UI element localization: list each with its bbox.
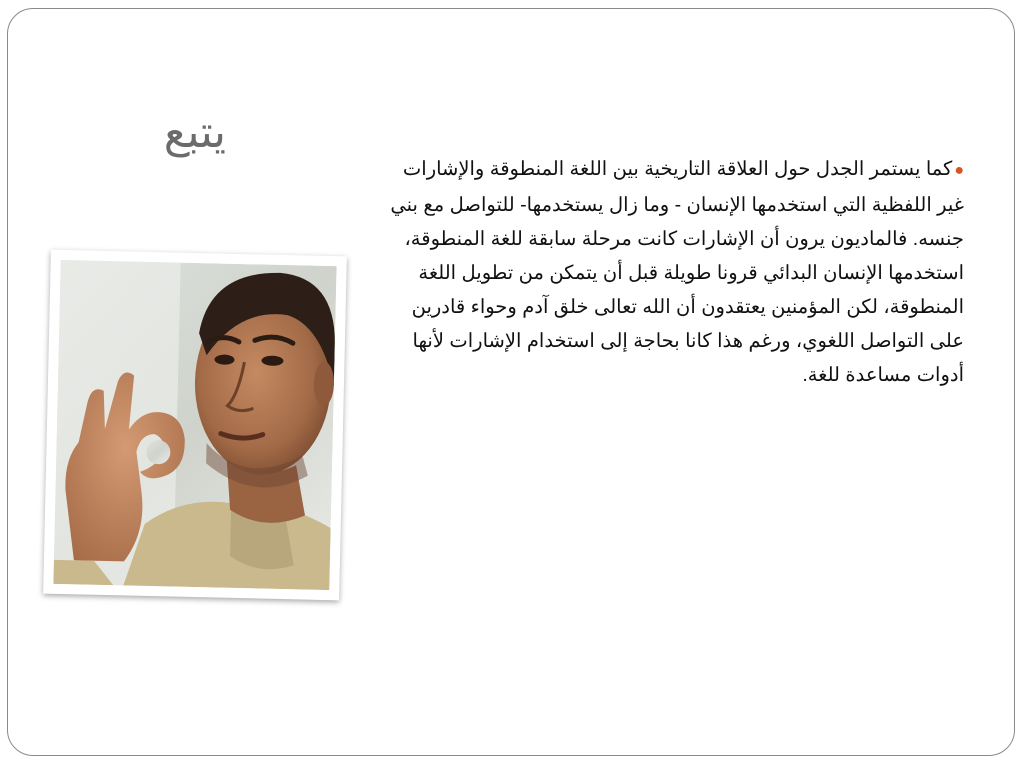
paragraph-text: كما يستمر الجدل حول العلاقة التاريخية بين اللغة المنطوقة والإشارات غير اللفظية التي استخدمها الإنسان - وما زال يستخدمها- للتواصل مع بني جنسه. فالماديون يرون أن الإشارات كانت مرحلة سابقة للغة المنطوقة، استخدمها الإنسان البدائي قرونا طويلة قبل أن يتمكن من تطويل اللغة المنطوقة، لكن المؤمنين يعتقدون أن الله تعالى خلق آدم وحواء قادرين على التواصل اللغوي، ورغم هذا كانا بحاجة إلى استخدام الإشارات لأنها أدوات مساعدة للغة.: [390, 158, 964, 386]
slide-body-paragraph: [386, 152, 964, 432]
slide-title: يتبع: [163, 107, 226, 158]
bullet-icon: ●: [954, 162, 964, 179]
photo-man-ok-gesture: [53, 260, 336, 590]
photo-frame: [43, 250, 347, 601]
